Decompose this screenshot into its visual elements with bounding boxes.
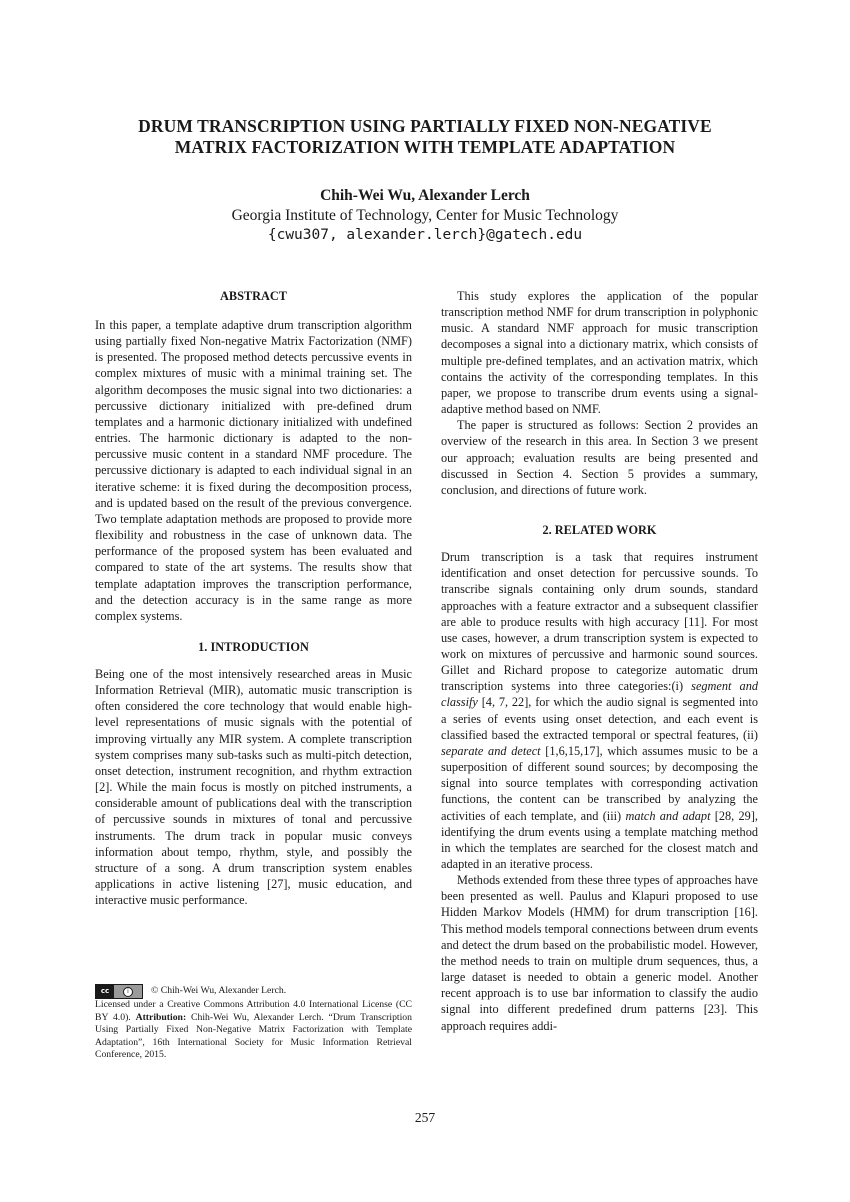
related-term-segment-classify: segment and classify — [441, 679, 758, 710]
related-text-c: [1,6,15,17], which assumes music to be a superposition of different sound sources; by decomposing the signal into source templates with corresponding activation functions, the content can be transcribed by analyzing the activities of each template, and (iii) — [441, 743, 758, 823]
person-icon: i — [123, 987, 133, 997]
intro-continued-paragraph-2: The paper is structured as follows: Section 2 provides an overview of the research in this area. In Section 3 we present our approach; evaluation results are being presented and discussed in Section 4. Section 5 provides a summary, conclusion, and directions of future work. — [441, 418, 758, 497]
attribution-text: Chih-Wei Wu, Alexander Lerch. “Drum Transcription Using Partially Fixed Non-Negative Matrix Factorization with Template Adaptation”, 16th International Society for Music Information Retrieval Conference, 2015. — [95, 1011, 412, 1061]
intro-continued-paragraph-1: This study explores the application of the popular transcription method NMF for drum transcription in polyphonic music. A standard NMF approach for music transcription decomposes a signal into a dictionary matrix, which consists of multiple pre-defined templates, and an activation matrix, which contains the activity of the corresponding templates. In this paper, we propose to transcribe drum events using a signal-adaptive method based on NMF. — [441, 289, 758, 417]
related-text-b: [4, 7, 22], for which the audio signal is segmented into a series of events using onset detection, and each event is classified based the extracted temporal or spectral features, (ii) — [441, 695, 758, 742]
copyright-text: © Chih-Wei Wu, Alexander Lerch. — [151, 985, 287, 997]
related-term-separate-detect: separate and detect — [441, 743, 541, 758]
related-work-paragraph-2: Methods extended from these three types of approaches have been presented as well. Paulus and Klapuri proposed to use Hidden Markov Models (HMM) for drum transcription [16]. This method models temporal connections between drum events and detect the drum based on the probabilistic model. However, the method needs to train on multiple drum sequences, thus, a large dataset is needed to obtain a generic model. Another recent approach is to use bar information to classify the audio signal into different predefined drum patterns [23]. This approach requires addi- — [441, 873, 758, 1033]
license-text — [95, 999, 412, 1062]
by-mark — [114, 987, 142, 997]
title-line-1: DRUM TRANSCRIPTION USING PARTIALLY FIXED NON-NEGATIVE — [138, 116, 712, 136]
author-names: Chih-Wei Wu, Alexander Lerch — [320, 187, 530, 204]
related-work-heading: 2. RELATED WORK — [542, 523, 657, 538]
abstract-body: In this paper, a template adaptive drum transcription algorithm using partially fixed Non-negative Matrix Factorization (NMF) is presented. The proposed method detects percussive events in complex mixtures of music with a minimal training set. The algorithm decomposes the music signal into two dictionaries: a percussive dictionary initialized with pre-defined drum templates and a harmonic dictionary initialized with undefined entries. The harmonic dictionary is adapted to the non-percussive music content in a standard NMF procedure. The percussive dictionary is adapted to each individual signal in an iterative scheme: it is fixed during the decomposition process, and is updated based on the result of the previous convergence. Two template adaptation methods are proposed to provide more flexibility and robustness in the case of unknown data. The performance of the proposed system has been evaluated and compared to state of the art systems. The results show that template adaptation improves the transcription performance, and the detection accuracy is in the same range as more complex systems. — [95, 318, 412, 623]
creative-commons-icon — [95, 984, 143, 999]
right-column — [441, 288, 758, 1034]
introduction-heading: 1. INTRODUCTION — [198, 639, 309, 654]
author-email: {cwu307, alexander.lerch}@gatech.edu — [267, 227, 583, 243]
related-work-paragraph-1 — [441, 549, 758, 872]
license-footnote — [95, 984, 412, 1062]
left-column — [95, 288, 412, 908]
paper-title — [70, 116, 780, 158]
license-copyright-row — [95, 984, 412, 999]
cc-mark: cc — [96, 985, 114, 998]
introduction-body: Being one of the most intensively researched areas in Music Information Retrieval (MIR), automatic music transcription is often considered the core technology that would enable high-level representations of music signals with the potential of improving virtually any MIR system. A complete transcription system comprises many sub-tasks such as multi-pitch detection, onset detection, instrument recognition, and rhythm extraction [2]. While the main focus is mostly on pitched instruments, a considerable amount of publications deal with the transcription of percussive sounds in mixtures of tonal and percussive instruments. The drum track in popular music conveys information about tempo, rhythm, style, and possibly the structure of a song. A drum transcription system enables applications in active listening [27], music education, and interactive music performance. — [95, 666, 412, 908]
license-line: Licensed under a Creative Commons Attribution 4.0 International License (CC BY 4.0). — [95, 999, 412, 1023]
related-text-a: Drum transcription is a task that requires instrument identification and onset detection for percussive sounds. To transcribe signals containing only drum sounds, standard approaches with a feature extractor and a subsequent classifier are able to produce results with high accuracy [11]. For most use cases, however, a drum transcription system is expected to work on mixtures of percussive and harmonic sound sources. Gillet and Richard propose to categorize automatic drum transcription systems into three categories:(i) — [441, 550, 758, 694]
author-affiliation: Georgia Institute of Technology, Center for Music Technology — [231, 207, 619, 224]
attribution-label: Attribution: — [135, 1011, 187, 1023]
title-line-2: MATRIX FACTORIZATION WITH TEMPLATE ADAPTATION — [174, 137, 676, 157]
related-text-d: [28, 29], identifying the drum events using a template matching method in which the templates are searched for the closest match and adapted in an iterative process. — [441, 808, 758, 871]
related-term-match-adapt: match and adapt — [625, 808, 711, 823]
page-number: 257 — [414, 1110, 436, 1125]
abstract-heading: ABSTRACT — [220, 289, 287, 303]
